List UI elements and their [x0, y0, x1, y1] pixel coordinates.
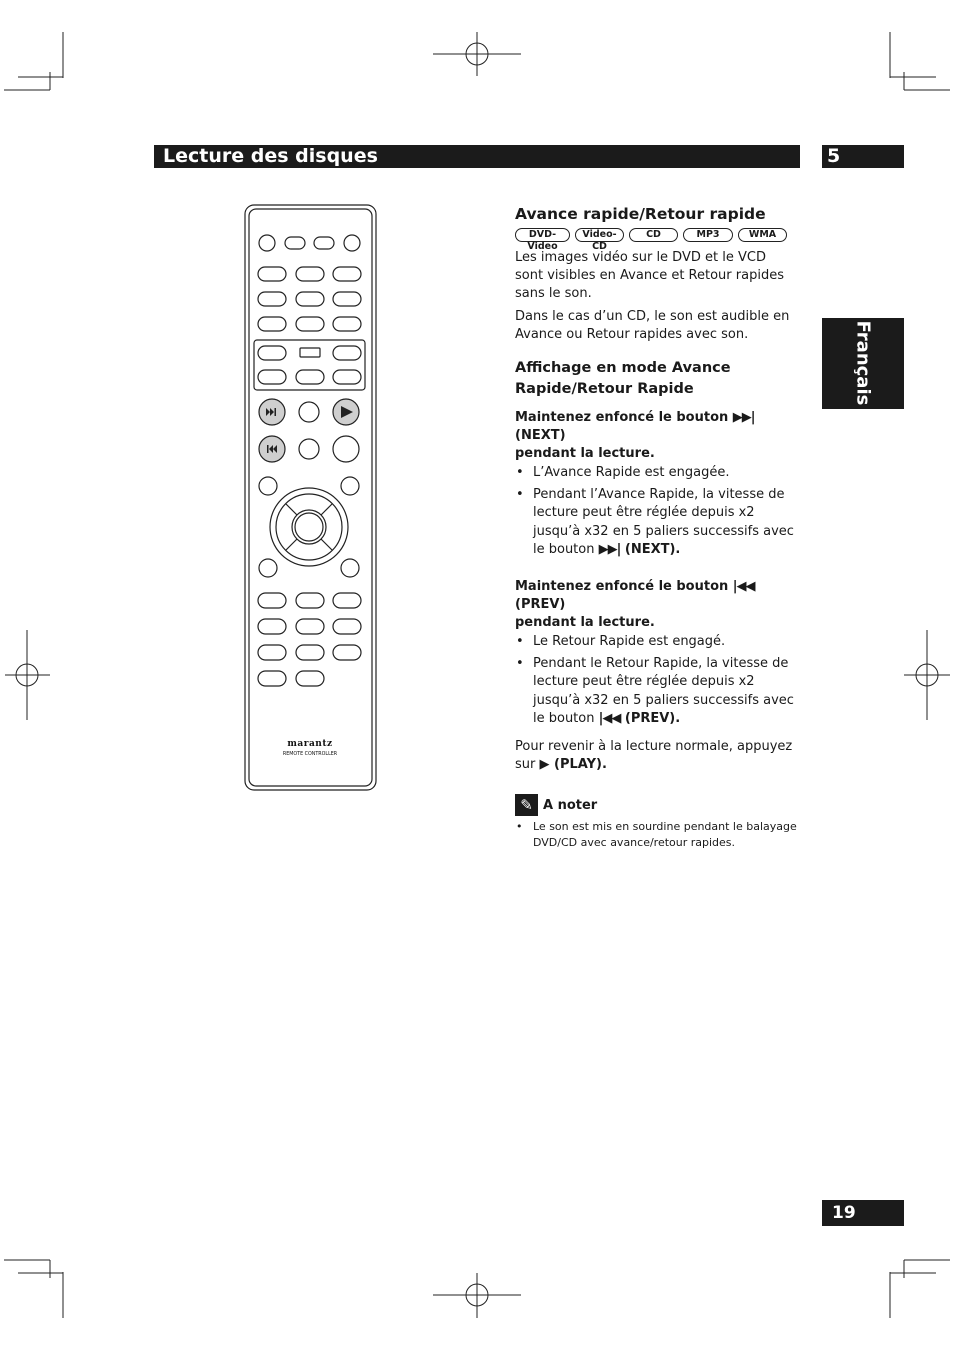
badge-cd: CD	[629, 228, 678, 242]
section-heading: Avance rapide/Retour rapide	[515, 205, 766, 223]
list-item: • Pendant l’Avance Rapide, la vitesse de lecture peut être réglée depuis x2 jusqu’à x32 en 5 paliers successifs avec le bouton ▶▶| (NEXT).	[515, 486, 798, 560]
remote-button	[258, 370, 286, 384]
remote-button	[258, 267, 286, 281]
previous-track-icon: |◀◀	[598, 711, 621, 726]
remote-button	[344, 235, 360, 251]
remote-button	[333, 370, 361, 384]
note-title: A noter	[543, 797, 598, 813]
paragraph: Pour revenir à la lecture normale, appuyez sur ▶ (PLAY).	[515, 739, 793, 772]
badge-mp3: MP3	[683, 228, 733, 242]
remote-button	[296, 619, 324, 634]
badge-wma: WMA	[738, 228, 787, 242]
remote-button	[259, 235, 275, 251]
paragraph: Les images vidéo sur le DVD et le VCD sont visibles en Avance et Retour rapides sans le son.	[515, 250, 784, 301]
play-icon: ▶	[539, 757, 550, 772]
remote-button	[296, 671, 324, 686]
remote-button	[300, 348, 320, 357]
subheading-line2: Rapide/Retour Rapide	[515, 381, 694, 397]
list-item: • Le Retour Rapide est engagé.	[515, 633, 798, 652]
chapter-number-text: 5	[827, 145, 841, 167]
remote-button	[296, 267, 324, 281]
remote-button	[296, 370, 324, 384]
remote-button	[333, 619, 361, 634]
note-item: • Le son est mis en sourdine pendant le balayage DVD/CD avec avance/retour rapides.	[515, 819, 798, 851]
remote-button	[299, 402, 319, 422]
section-display-mode	[515, 358, 798, 400]
remote-button	[296, 317, 324, 331]
remote-button	[258, 619, 286, 634]
remote-button	[341, 477, 359, 495]
remote-brand: marantz	[287, 739, 333, 749]
instruction: Maintenez enfoncé le bouton |◀◀ (PREV) pendant la lecture.	[515, 579, 755, 630]
previous-track-icon: |◀◀	[732, 579, 755, 594]
language-tab-label: Français	[852, 320, 874, 406]
pencil-icon: ✎	[515, 794, 538, 816]
instruction: Maintenez enfoncé le bouton ▶▶| (NEXT) pendant la lecture.	[515, 410, 755, 461]
remote-button	[258, 292, 286, 306]
dpad-enter-inner	[295, 513, 323, 541]
subheading-line1: Affichage en mode Avance	[515, 360, 731, 376]
remote-button	[259, 477, 277, 495]
next-track-icon: ▶▶|	[598, 542, 621, 557]
next-track-icon: ▶▶|	[732, 410, 755, 425]
remote-button	[258, 645, 286, 660]
section1-body	[515, 249, 798, 344]
note-list	[515, 819, 798, 851]
remote-button	[258, 346, 286, 360]
remote-button	[333, 645, 361, 660]
remote-button	[285, 237, 305, 249]
remote-button	[314, 237, 334, 249]
badge-video-cd: Video-CD	[575, 228, 624, 242]
note-block	[515, 794, 798, 854]
disc-type-badges	[515, 228, 798, 252]
prev-instructions	[515, 578, 798, 732]
remote-button	[333, 436, 359, 462]
badge-dvd-video: DVD-Video	[515, 228, 570, 242]
remote-button	[259, 559, 277, 577]
next-instructions	[515, 409, 798, 563]
remote-button	[258, 317, 286, 331]
remote-button	[333, 292, 361, 306]
remote-button	[258, 671, 286, 686]
paragraph: Dans le cas d’un CD, le son est audible en Avance ou Retour rapides avec son.	[515, 309, 790, 342]
remote-button	[333, 593, 361, 608]
remote-button	[341, 559, 359, 577]
page-number-text: 19	[832, 1203, 856, 1223]
remote-button	[333, 267, 361, 281]
resume-instructions	[515, 738, 798, 774]
remote-button	[296, 292, 324, 306]
bullet-list	[515, 464, 798, 560]
remote-button	[296, 645, 324, 660]
remote-button	[258, 593, 286, 608]
bullet-list	[515, 633, 798, 729]
remote-caption: REMOTE CONTROLLER	[282, 752, 338, 757]
list-item: • Pendant le Retour Rapide, la vitesse de lecture peut être réglée depuis x2 jusqu’à x32 en 5 paliers successifs avec le bouton |◀◀ (PREV).	[515, 655, 798, 729]
remote-button	[296, 593, 324, 608]
remote-button	[333, 346, 361, 360]
note-heading	[515, 794, 798, 816]
section-fast-forward	[515, 204, 798, 224]
section-title: Lecture des disques	[163, 145, 378, 167]
remote-button	[299, 439, 319, 459]
remote-button	[333, 317, 361, 331]
list-item: • L’Avance Rapide est engagée.	[515, 464, 798, 483]
